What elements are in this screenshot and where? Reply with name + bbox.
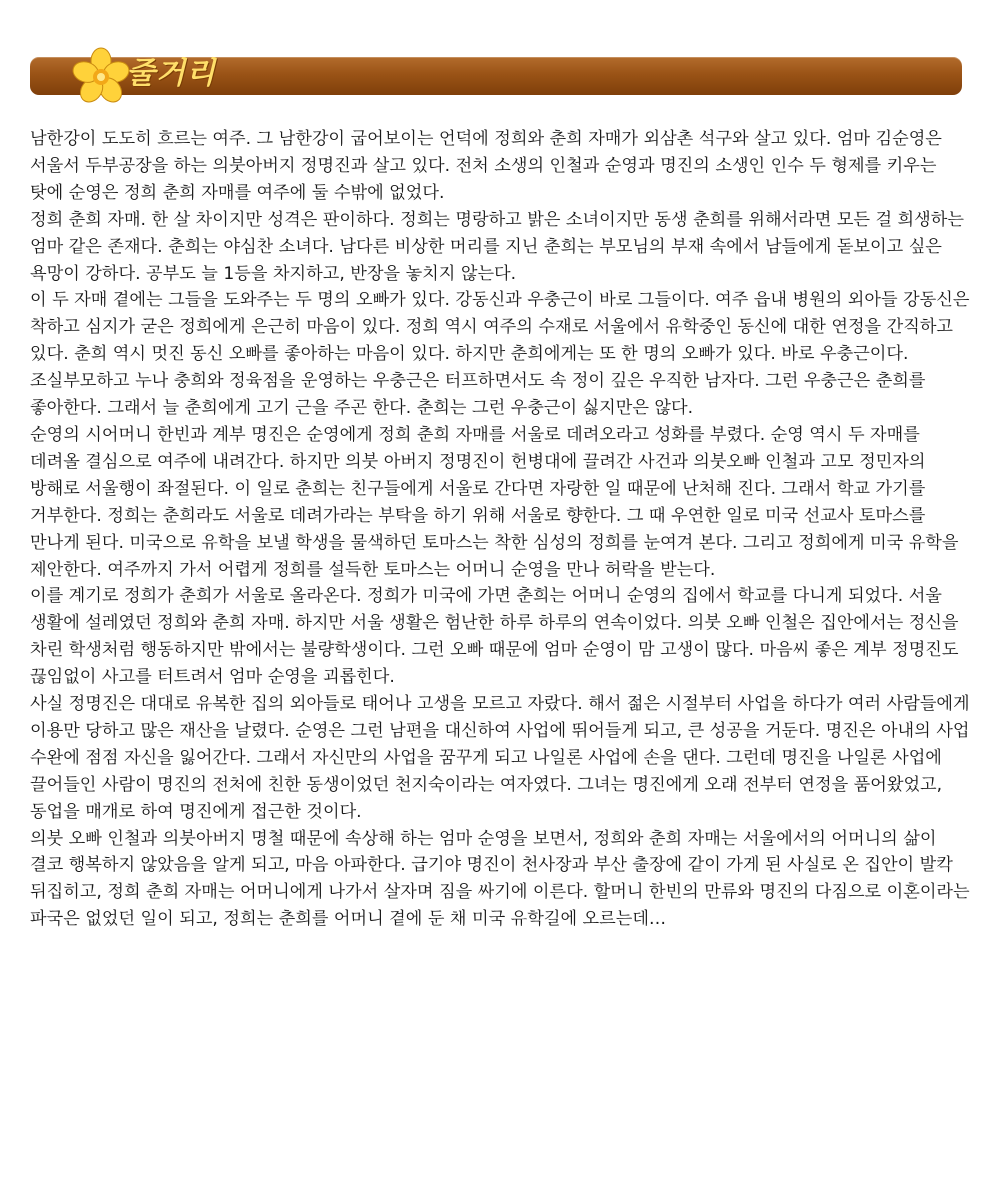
synopsis-paragraph: 사실 정명진은 대대로 유복한 집의 외아들로 태어나 고생을 모르고 자랐다. 해서 젊은 시절부터 사업을 하다가 여러 사람들에게 이용만 당하고 많은 재산을 날렸다. 순영은 그런 남편을 대신하여 사업에 뛰어들게 되고, 큰 성공을 거둔다. 명진은 아내의 사업 수완에 점점 자신을 잃어간다. 그래서 자신만의 사업을 꿈꾸게 되고 나일론 사업에 손을 댄다. 그런데 명진을 나일론 사업에 끌어들인 사람이 명진의 전처에 친한 동생이었던 천지숙이라는 여자였다. 그녀는 명진에게 오래 전부터 연정을 품어왔었고, 동업을 매개로 하여 명진에게 접근한 것이다. [30, 694, 970, 822]
section-title: 줄거리 [126, 56, 216, 91]
synopsis-text [30, 126, 972, 933]
synopsis-paragraph: 이 두 자매 곁에는 그들을 도와주는 두 명의 오빠가 있다. 강동신과 우충근이 바로 그들이다. 여주 읍내 병원의 외아들 강동신은 착하고 심지가 굳은 정희에게 은근히 마음이 있다. 정희 역시 여주의 수재로 서울에서 유학중인 동신에 대한 연정을 간직하고 있다. 춘희 역시 멋진 동신 오빠를 좋아하는 마음이 있다. 하지만 춘희에게는 또 한 명의 오빠가 있다. 바로 우충근이다. 조실부모하고 누나 충희와 정육점을 운영하는 우충근은 터프하면서도 속 정이 깊은 우직한 남자다. 그런 우충근은 춘희를 좋아한다. 그래서 늘 춘희에게 고기 근을 주곤 한다. 춘희는 그런 우충근이 싫지만은 않다. [30, 290, 970, 419]
synopsis-paragraph: 정희 춘희 자매. 한 살 차이지만 성격은 판이하다. 정희는 명랑하고 밝은 소녀이지만 동생 춘희를 위해서라면 모든 걸 희생하는 엄마 같은 존재다. 춘희는 야심찬 소녀다. 남다른 비상한 머리를 지닌 춘희는 부모님의 부재 속에서 남들에게 돋보이고 싶은 욕망이 강하다. 공부도 늘 1등을 차지하고, 반장을 놓치지 않는다. [30, 209, 964, 284]
synopsis-paragraph: 남한강이 도도히 흐르는 여주. 그 남한강이 굽어보이는 언덕에 정희와 춘희 자매가 외삼촌 석구와 살고 있다. 엄마 김순영은 서울서 두부공장을 하는 의붓아버지 정명진과 살고 있다. 전처 소생의 인철과 순영과 명진의 소생인 인수 두 형제를 키우는 탓에 순영은 정희 춘희 자매를 여주에 둘 수밖에 없었다. [30, 129, 942, 203]
synopsis-paragraph: 이를 계기로 정희가 춘희가 서울로 올라온다. 정희가 미국에 가면 춘희는 어머니 순영의 집에서 학교를 다니게 되었다. 서울 생활에 설레였던 정희와 춘희 자매. 하지만 서울 생활은 험난한 하루 하루의 연속이었다. 의붓 오빠 인철은 집안에서는 정신을 차린 학생처럼 행동하지만 밖에서는 불량학생이다. 그런 오빠 때문에 엄마 순영이 맘 고생이 많다. 마음씨 좋은 계부 정명진도 끊임없이 사고를 터트려서 엄마 순영을 괴롭힌다. [30, 586, 959, 688]
flower-icon [70, 46, 132, 106]
synopsis-paragraph: 순영의 시어머니 한빈과 계부 명진은 순영에게 정희 춘희 자매를 서울로 데려오라고 성화를 부렸다. 순영 역시 두 자매를 데려올 결심으로 여주에 내려간다. 하지만 의붓 아버지 정명진이 헌병대에 끌려간 사건과 의붓오빠 인철과 고모 정민자의 방해로 서울행이 좌절된다. 이 일로 춘희는 친구들에게 서울로 간다면 자랑한 일 때문에 난처해 진다. 그래서 학교 가기를 거부한다. 정희는 춘희라도 서울로 데려가라는 부탁을 하기 위해 서울로 향한다. 그 때 우연한 일로 미국 선교사 토마스를 만나게 된다. 미국으로 유학을 보낼 학생을 물색하던 토마스는 착한 심성의 정희를 눈여겨 본다. 그리고 정희에게 미국 유학을 제안한다. 여주까지 가서 어렵게 정희를 설득한 토마스는 어머니 순영을 만나 허락을 받는다. [30, 424, 959, 580]
synopsis-paragraph: 의붓 오빠 인철과 의붓아버지 명철 때문에 속상해 하는 엄마 순영을 보면서, 정희와 춘희 자매는 서울에서의 어머니의 삶이 결코 행복하지 않았음을 알게 되고, 마음 아파한다. 급기야 명진이 천사장과 부산 출장에 같이 가게 된 사실로 온 집안이 발칵 뒤집히고, 정희 춘희 자매는 어머니에게 나가서 살자며 짐을 싸기에 이른다. 할머니 한빈의 만류와 명진의 다짐으로 이혼이라는 파국은 없었던 일이 되고, 정희는 춘희를 어머니 곁에 둔 채 미국 유학길에 오르는데… [30, 828, 970, 930]
